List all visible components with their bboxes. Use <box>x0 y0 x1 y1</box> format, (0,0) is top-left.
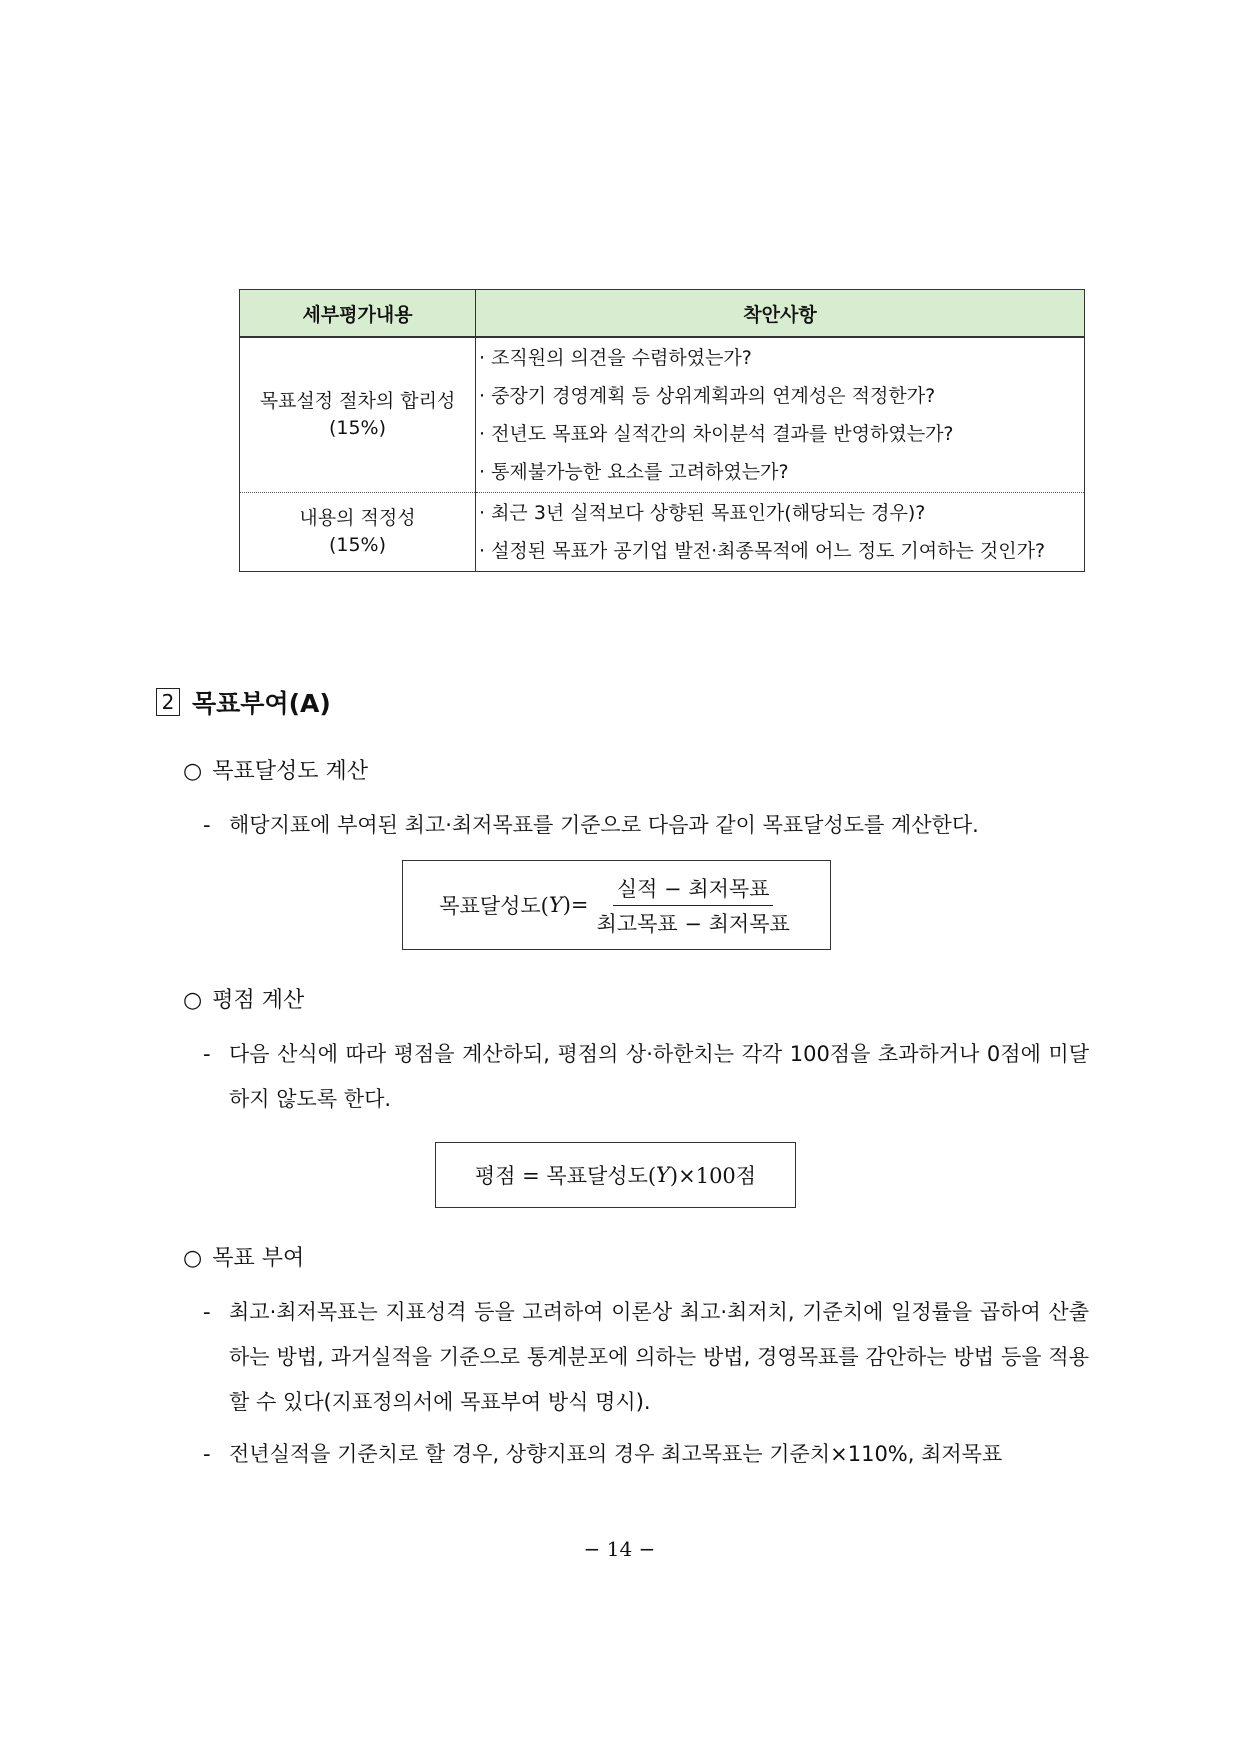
section-heading <box>156 684 331 720</box>
circle-bullet-icon: ○ <box>183 759 203 784</box>
header-detail-content: 세부평가내용 <box>240 290 476 338</box>
page-number: − 14 − <box>583 1537 656 1561</box>
bullet-label: 목표 부여 <box>212 1246 305 1271</box>
table-row <box>240 337 1085 493</box>
circle-bullet-icon: ○ <box>183 1246 203 1271</box>
checkpoints-cell <box>476 337 1085 493</box>
dash-mark: - <box>203 813 211 837</box>
formula-achievement <box>402 860 831 950</box>
formula-variable: Y <box>548 893 563 917</box>
criterion-label: 목표설정 절차의 합리성 <box>259 390 456 412</box>
formula-numerator: 실적 − 최저목표 <box>613 873 774 906</box>
checkpoint-item: · 조직원의 의견을 수렴하였는가? <box>479 347 752 369</box>
formula-lhs: 평점 = 목표달성도( <box>474 1164 657 1188</box>
paragraph-4 <box>203 1432 1089 1477</box>
formula-fraction <box>593 873 794 938</box>
table-header-row <box>240 290 1085 338</box>
criterion-weight: (15%) <box>328 417 387 439</box>
dash-mark: - <box>203 1442 211 1466</box>
paragraph-2 <box>203 1032 1089 1122</box>
checkpoint-item: · 전년도 목표와 실적간의 차이분석 결과를 반영하였는가? <box>479 423 954 445</box>
formula-lhs-end: )= <box>562 893 589 917</box>
formula-lhs: 목표달성도( <box>439 894 549 918</box>
bullet-label: 목표달성도 계산 <box>212 759 368 784</box>
bullet-label: 평점 계산 <box>212 988 305 1013</box>
section-title: 목표부여(A) <box>192 689 331 718</box>
dash-mark: - <box>203 1300 211 1324</box>
table-row <box>240 493 1085 572</box>
checkpoint-item: · 최근 3년 실적보다 상향된 목표인가(해당되는 경우)? <box>479 502 926 524</box>
bullet-score-calc <box>183 983 304 1014</box>
paragraph-3 <box>203 1290 1089 1425</box>
paragraph-text: 다음 산식에 따라 평점을 계산하되, 평점의 상·하한치는 각각 100점을 초과하거나 0점에 미달하지 않도록 한다. <box>229 1042 1089 1111</box>
formula-score <box>435 1142 796 1208</box>
criterion-weight: (15%) <box>328 534 387 556</box>
criterion-cell <box>240 337 476 493</box>
evaluation-table <box>239 289 1085 572</box>
section-number: 2 <box>156 688 180 716</box>
criterion-label: 내용의 적정성 <box>299 507 416 529</box>
paragraph-text: 최고·최저목표는 지표성격 등을 고려하여 이론상 최고·최저치, 기준치에 일정률을 곱하여 산출하는 방법, 과거실적을 기준으로 통계분포에 의하는 방법, 경영목표를 감안하는 방법 등을 적용할 수 있다(지표정의서에 목표부여 방식 명시). <box>229 1300 1089 1414</box>
dash-mark: - <box>203 1042 211 1066</box>
circle-bullet-icon: ○ <box>183 988 203 1013</box>
paragraph-text: 해당지표에 부여된 최고·최저목표를 기준으로 다음과 같이 목표달성도를 계산한다. <box>229 813 979 837</box>
header-checkpoints: 착안사항 <box>476 290 1085 338</box>
formula-variable: Y <box>656 1163 670 1187</box>
criterion-cell <box>240 493 476 572</box>
paragraph-text: 전년실적을 기준치로 할 경우, 상향지표의 경우 최고목표는 기준치×110%, 최저목표 <box>229 1442 1003 1466</box>
paragraph-1 <box>203 803 1089 848</box>
checkpoint-item: · 통제불가능한 요소를 고려하였는가? <box>479 461 789 483</box>
checkpoint-item: · 중장기 경영계획 등 상위계획과의 연계성은 적정한가? <box>479 385 936 407</box>
bullet-goal-assign <box>183 1241 304 1272</box>
formula-rhs: )×100점 <box>669 1164 757 1188</box>
formula-denominator: 최고목표 − 최저목표 <box>596 911 790 936</box>
checkpoints-cell <box>476 493 1085 572</box>
bullet-goal-achievement <box>183 754 368 785</box>
checkpoint-item: · 설정된 목표가 공기업 발전·최종목적에 어느 정도 기여하는 것인가? <box>479 540 1046 562</box>
